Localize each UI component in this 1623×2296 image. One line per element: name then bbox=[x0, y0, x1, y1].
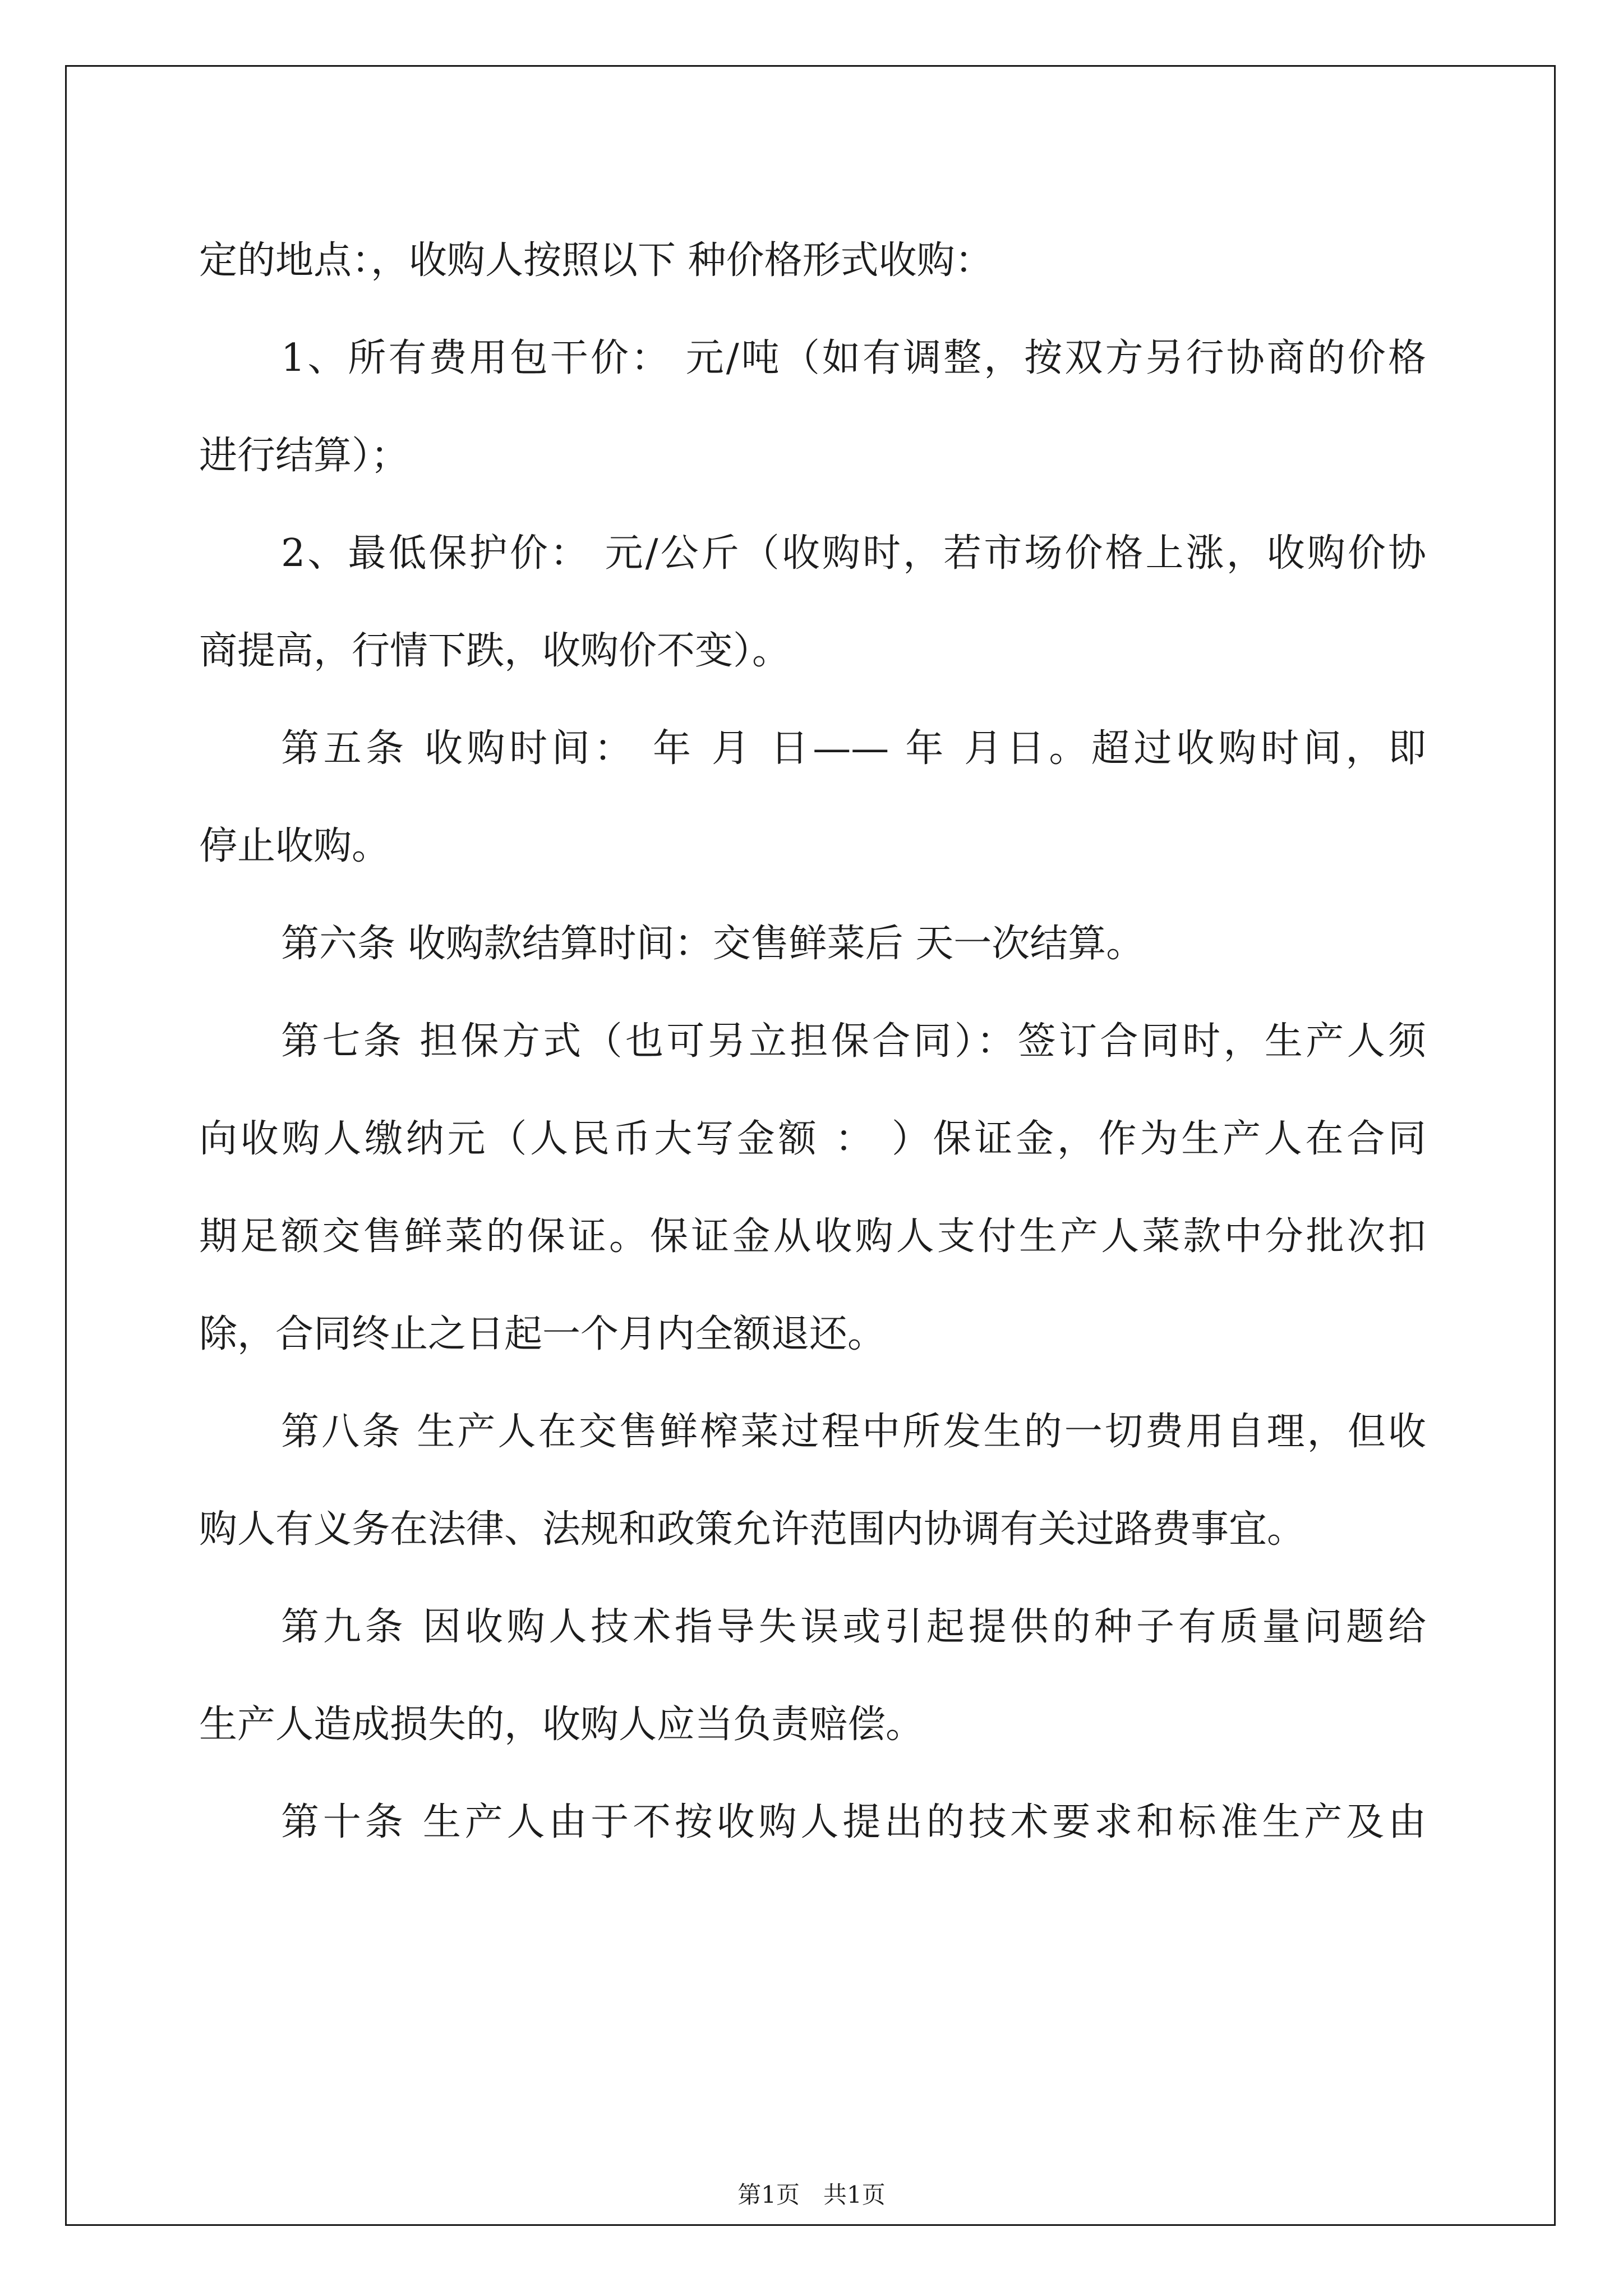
text-line: 第六条 收购款结算时间：交售鲜菜后 天一次结算。 bbox=[281, 922, 1145, 966]
text-line: 1、所有费用包干价： 元/吨（如有调整，按双方另行协商的价格 bbox=[281, 336, 1426, 380]
page-number: 第1页 共1页 bbox=[737, 2181, 886, 2208]
text-line: 第七条 担保方式（也可另立担保合同）：签订合同时，生产人须 bbox=[281, 1019, 1426, 1064]
text-line: 第十条 生产人由于不按收购人提出的技术要求和标准生产及由 bbox=[281, 1800, 1426, 1844]
page-footer bbox=[0, 2177, 1623, 2210]
contract-body bbox=[199, 212, 1426, 1871]
text-line: 商提高，行情下跌，收购价不变）。 bbox=[199, 629, 791, 673]
text-line: 第八条 生产人在交售鲜榨菜过程中所发生的一切费用自理，但收 bbox=[281, 1410, 1426, 1454]
text-line: 进行结算）； bbox=[199, 434, 409, 478]
text-line: 期足额交售鲜菜的保证。保证金从收购人支付生产人菜款中分批次扣 bbox=[199, 1214, 1426, 1259]
text-line: 生产人造成损失的，收购人应当负责赔偿。 bbox=[199, 1703, 924, 1747]
text-line: 第五条 收购时间： 年 月 日—— 年 月日。超过收购时间，即 bbox=[281, 726, 1426, 771]
text-line: 定的地点：，收购人按照以下 种价格形式收购： bbox=[199, 238, 993, 283]
text-line: 停止收购。 bbox=[199, 824, 390, 868]
text-line: 向收购人缴纳元（人民币大写金额 ： ）保证金，作为生产人在合同 bbox=[199, 1117, 1426, 1161]
text-line: 2、最低保护价： 元/公斤（收购时，若市场价格上涨，收购价协 bbox=[281, 531, 1426, 576]
text-line: 除，合同终止之日起一个月内全额退还。 bbox=[199, 1312, 886, 1356]
text-line: 第九条 因收购人技术指导失误或引起提供的种子有质量问题给 bbox=[281, 1605, 1426, 1649]
text-line: 购人有义务在法律、法规和政策允许范围内协调有关过路费事宜。 bbox=[199, 1507, 1306, 1552]
